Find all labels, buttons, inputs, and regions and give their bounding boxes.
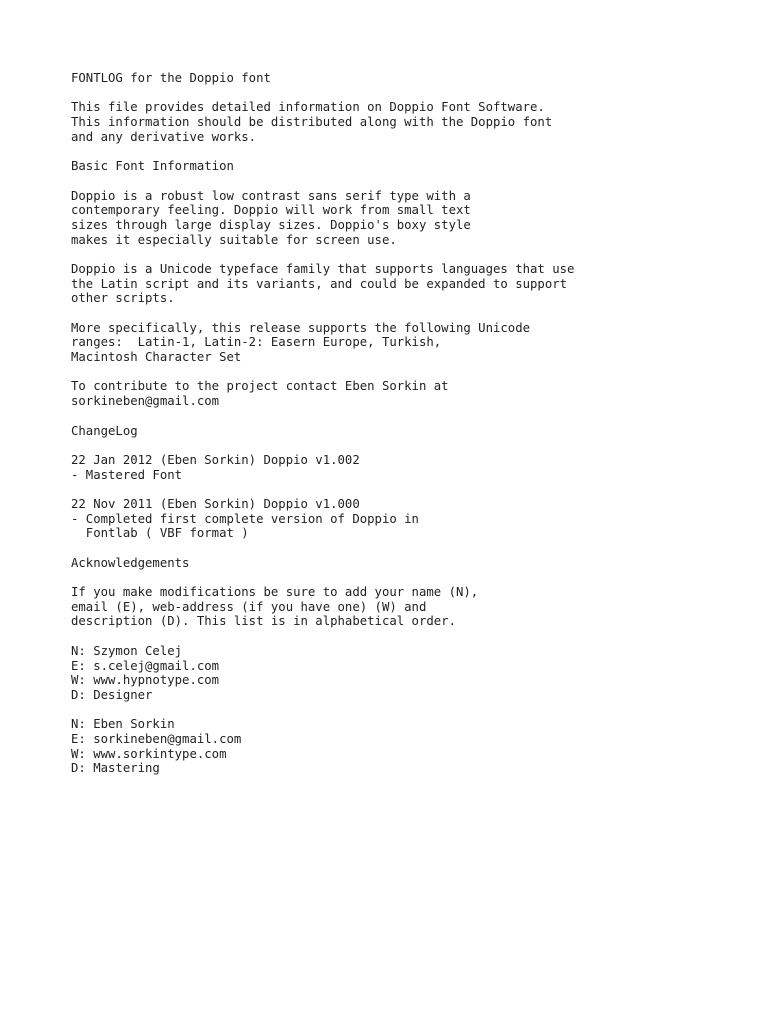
- contributor-name: N: Szymon Celej: [71, 643, 183, 658]
- fontlog-document: [71, 71, 731, 791]
- contributor-entry: [71, 717, 731, 776]
- unicode-paragraph: [71, 262, 731, 306]
- intro-paragraph: [71, 100, 731, 144]
- text-line: description (D). This list is in alphabetical order.: [71, 614, 456, 629]
- text-line: Basic Font Information: [71, 159, 234, 174]
- changelog-entry: [71, 453, 731, 482]
- text-line: This file provides detailed information on Doppio Font Software.: [71, 100, 545, 115]
- contact-email: sorkineben@gmail.com: [71, 394, 220, 409]
- text-line: Fontlab ( VBF format ): [71, 526, 249, 541]
- contributor-website: W: www.sorkintype.com: [71, 746, 227, 761]
- contributor-description: D: Mastering: [71, 761, 160, 776]
- contributor-description: D: Designer: [71, 687, 153, 702]
- text-line: the Latin script and its variants, and could be expanded to support: [71, 276, 568, 291]
- section-heading-acknowledgements: [71, 556, 731, 571]
- text-line: Doppio is a robust low contrast sans serif type with a: [71, 188, 471, 203]
- text-line: - Mastered Font: [71, 467, 183, 482]
- text-line: 22 Jan 2012 (Eben Sorkin) Doppio v1.002: [71, 452, 360, 467]
- text-line: other scripts.: [71, 291, 175, 306]
- text-line: makes it especially suitable for screen use.: [71, 232, 397, 247]
- text-line: Acknowledgements: [71, 555, 190, 570]
- text-line: email (E), web-address (if you have one) (W) and: [71, 599, 427, 614]
- text-line: ChangeLog: [71, 423, 138, 438]
- text-line: - Completed first complete version of Doppio in: [71, 511, 419, 526]
- document-title: [71, 71, 731, 86]
- text-line: Macintosh Character Set: [71, 350, 242, 365]
- contributor-email: E: sorkineben@gmail.com: [71, 731, 242, 746]
- section-heading-changelog: [71, 424, 731, 439]
- text-line: FONTLOG for the Doppio font: [71, 71, 271, 85]
- changelog-entry: [71, 497, 731, 541]
- contributor-website: W: www.hypnotype.com: [71, 673, 220, 688]
- text-line: If you make modifications be sure to add your name (N),: [71, 585, 479, 600]
- text-line: 22 Nov 2011 (Eben Sorkin) Doppio v1.000: [71, 496, 360, 511]
- contributor-name: N: Eben Sorkin: [71, 717, 175, 732]
- font-description-paragraph: [71, 189, 731, 248]
- contact-paragraph: [71, 379, 731, 408]
- text-line: Doppio is a Unicode typeface family that supports languages that use: [71, 261, 575, 276]
- text-line: More specifically, this release supports the following Unicode: [71, 320, 531, 335]
- contributor-email: E: s.celej@gmail.com: [71, 658, 220, 673]
- text-line: contemporary feeling. Doppio will work from small text: [71, 203, 471, 218]
- section-heading-basic-info: [71, 159, 731, 174]
- text-line: This information should be distributed along with the Doppio font: [71, 115, 553, 130]
- text-line: ranges: Latin-1, Latin-2: Easern Europe, Turkish,: [71, 335, 442, 350]
- text-line: sizes through large display sizes. Doppio's boxy style: [71, 217, 471, 232]
- contributor-entry: [71, 644, 731, 703]
- acknowledgements-paragraph: [71, 585, 731, 629]
- unicode-ranges-paragraph: [71, 321, 731, 365]
- text-line: and any derivative works.: [71, 129, 257, 144]
- text-line: To contribute to the project contact Eben Sorkin at: [71, 379, 449, 394]
